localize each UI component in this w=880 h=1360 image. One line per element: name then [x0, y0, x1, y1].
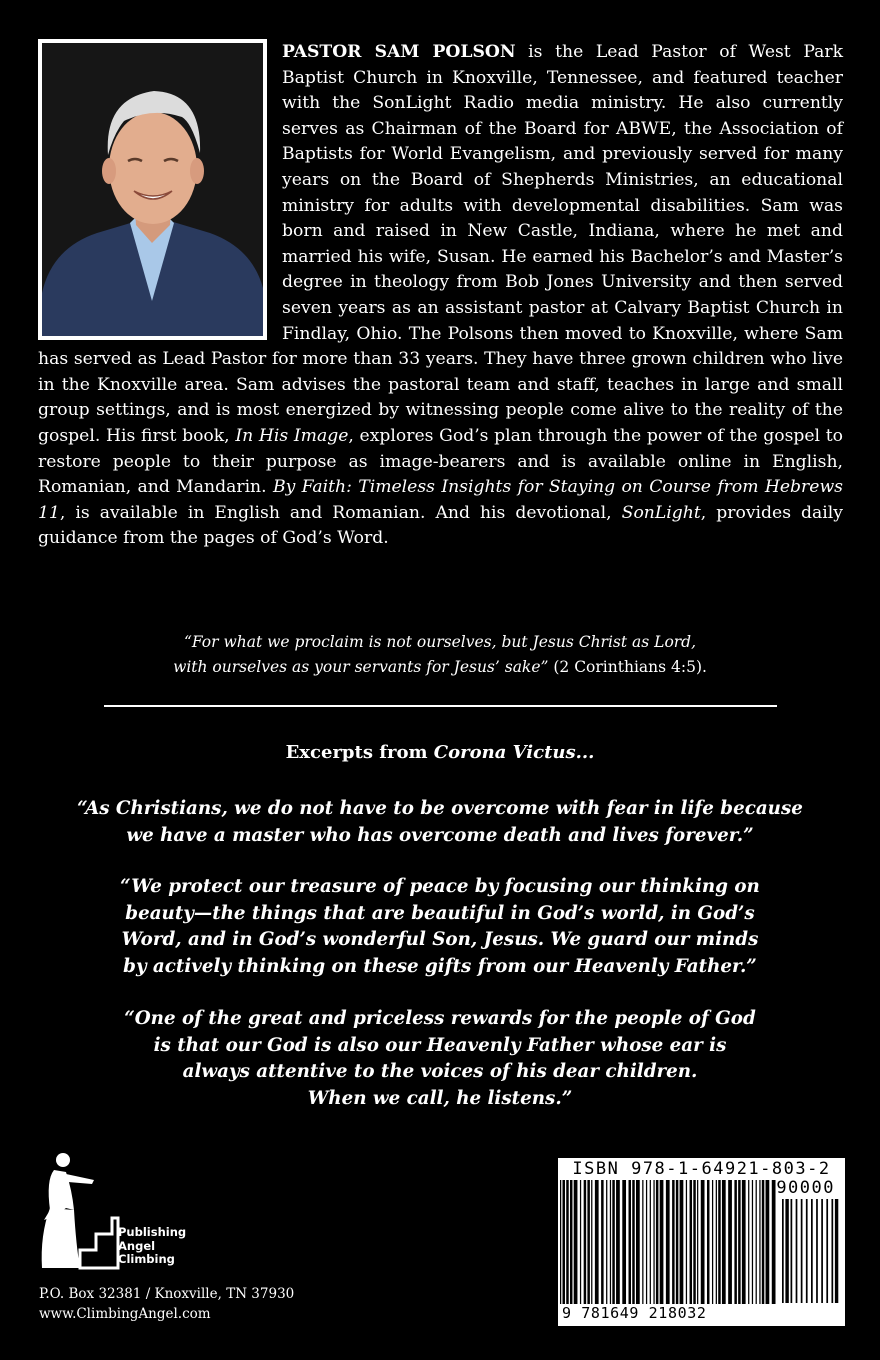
barcode-bar [680, 1180, 684, 1304]
barcode-bar [636, 1180, 640, 1304]
barcode-bar [697, 1180, 698, 1304]
barcode-bar [756, 1180, 757, 1304]
barcode-bar [738, 1180, 740, 1304]
book-title: In His Image [235, 425, 349, 446]
barcode-bar [716, 1180, 717, 1304]
publisher-logo-text [118, 1226, 186, 1267]
ean-barcode-bars [560, 1180, 778, 1304]
book-title: By Faith: Timeless Insights for Staying on Course from Hebrews 11 [38, 477, 843, 523]
barcode-bar [826, 1199, 828, 1303]
barcode-bar [676, 1180, 678, 1304]
quote-line: “As Christians, we do not have to be overcome with fear in life because [77, 798, 803, 819]
excerpt-quote [30, 796, 850, 849]
barcode-bar [712, 1180, 713, 1304]
barcode-bar [701, 1180, 705, 1304]
barcode-bar [629, 1180, 631, 1304]
barcode-bar [791, 1199, 793, 1303]
price-code: 90000 [776, 1178, 835, 1198]
barcode-bar [650, 1180, 651, 1304]
barcode-bar [718, 1180, 720, 1304]
isbn-label: ISBN 978-1-64921-803-2 [572, 1159, 831, 1179]
barcode-bar [782, 1199, 784, 1303]
barcode-bar [748, 1180, 749, 1304]
barcode-bar [656, 1180, 658, 1304]
barcode-bar [693, 1180, 695, 1304]
scripture-verse [60, 630, 820, 680]
verse-line [60, 655, 820, 680]
isbn-barcode [558, 1158, 845, 1326]
quote-line: “One of the great and priceless rewards for the people of God [124, 1008, 756, 1029]
barcode-bar [632, 1180, 634, 1304]
barcode-bar [816, 1199, 818, 1303]
bio-text: , provides daily guidance from the pages of God’s Word. [38, 502, 843, 549]
ean-digits: 9 781649 218032 [562, 1304, 707, 1322]
barcode-bar [734, 1180, 736, 1304]
publisher-address [39, 1284, 294, 1324]
verse-reference: (2 Corinthians 4:5). [548, 658, 707, 676]
bio-text: , explores God’s plan through the power of the gospel to restore people to their purpose as image-bearers and is available online in English, Romanian, and Mandarin. [38, 425, 843, 498]
logo-line: Publishing [118, 1225, 187, 1239]
publisher-website: www.ClimbingAngel.com [39, 1306, 211, 1322]
barcode-bar [722, 1180, 726, 1304]
barcode-bar [606, 1180, 607, 1304]
bio-text: is the Lead Pastor of West Park Baptist Church in Knoxville, Tennessee, and featured teacher with the SonLight Radio media ministry. He also currently serves as Chairman of the Board for ABWE, the Association of Baptists for World Evangelism, and previously served for many years on the Board of Shepherds Ministries, an educational ministry for adults with developmental disabilities. Sam was born and raised in New Castle, Indiana, where he met and married his wife, Susan. He earned his Bachelor’s and Master’s degree in theology from Bob Jones University and then served seven years as an assistant pastor at Calvary Baptist Church in Findlay, Ohio. The Polsons then moved to Knoxville, where Sam has served as Lead Pastor for more than 33 years. They have three grown children who live in the Knoxville area. Sam advises the pastoral team and staff, teaches in large and small group settings, and is most energized by witnessing people come alive to the reality of the gospel. His first book, [38, 42, 843, 446]
excerpts-heading-prefix: Excerpts from [285, 742, 434, 763]
barcode-bar [584, 1180, 586, 1304]
address-line: P.O. Box 32381 / Knoxville, TN 37930 [39, 1286, 295, 1302]
logo-line: Angel [118, 1238, 156, 1253]
barcode-bar [707, 1180, 709, 1304]
barcode-bar [801, 1199, 803, 1303]
barcode-bar [642, 1180, 643, 1304]
author-bio [38, 40, 843, 552]
barcode-bar [759, 1180, 760, 1304]
divider-rule [104, 705, 777, 707]
excerpt-quote [30, 874, 850, 980]
barcode-bar [811, 1199, 813, 1303]
barcode-bar [646, 1180, 647, 1304]
barcode-bar [570, 1180, 572, 1304]
barcode-bar [587, 1180, 589, 1304]
barcode-bar [574, 1180, 578, 1304]
barcode-bar [560, 1180, 561, 1304]
barcode-bar [616, 1180, 620, 1304]
barcode-bar [835, 1199, 838, 1303]
barcode-bar [821, 1199, 823, 1303]
barcode-bar [622, 1180, 626, 1304]
barcode-bar [672, 1180, 674, 1304]
quote-line: we have a master who has overcome death and lives forever.” [126, 824, 754, 846]
excerpts-heading [0, 742, 880, 763]
quote-line: is that our God is also our Heavenly Father whose ear is [153, 1034, 727, 1056]
barcode-bar [796, 1199, 798, 1303]
quote-line: by actively thinking on these gifts from our Heavenly Father.” [123, 955, 757, 977]
barcode-bar [728, 1180, 732, 1304]
quote-line: Word, and in God’s wonderful Son, Jesus. We guard our minds [121, 929, 759, 950]
barcode-bar [806, 1199, 808, 1303]
barcode-bar [666, 1180, 670, 1304]
verse-text: with ourselves as your servants for Jesus’ sake” [173, 658, 549, 676]
barcode-bar [562, 1180, 564, 1304]
excerpts-book-title: Corona Victus... [433, 742, 595, 763]
barcode-bar [752, 1180, 753, 1304]
addon-barcode-bars [782, 1199, 840, 1303]
barcode-bar [591, 1180, 592, 1304]
barcode-bar [653, 1180, 654, 1304]
photo-spacer [38, 40, 282, 346]
quote-line: “We protect our treasure of peace by focusing our thinking on [120, 876, 760, 897]
barcode-bar [742, 1180, 746, 1304]
barcode-bar [831, 1199, 833, 1303]
quote-line: always attentive to the voices of his dear children. [182, 1061, 698, 1082]
logo-line: Climbing [118, 1252, 175, 1266]
author-name: PASTOR SAM POLSON [282, 42, 516, 62]
book-title: SonLight [621, 502, 701, 523]
barcode-bar [601, 1180, 603, 1304]
verse-line: “For what we proclaim is not ourselves, but Jesus Christ as Lord, [183, 633, 697, 651]
barcode-bar [612, 1180, 614, 1304]
barcode-bar [566, 1180, 568, 1304]
excerpt-quote [30, 1006, 850, 1112]
barcode-bar [772, 1180, 776, 1304]
barcode-bar [762, 1180, 764, 1304]
barcode-bar [610, 1180, 611, 1304]
barcode-bar [686, 1180, 687, 1304]
barcode-bar [660, 1180, 664, 1304]
barcode-bar [766, 1180, 770, 1304]
barcode-bar [595, 1180, 599, 1304]
barcode-bar [690, 1180, 692, 1304]
barcode-bar [785, 1199, 788, 1303]
quote-line: When we call, he listens.” [307, 1087, 573, 1109]
quote-line: beauty—the things that are beautiful in God’s world, in God’s [125, 902, 755, 924]
barcode-bar [580, 1180, 581, 1304]
bio-text: , is available in English and Romanian. And his devotional, [59, 502, 622, 523]
